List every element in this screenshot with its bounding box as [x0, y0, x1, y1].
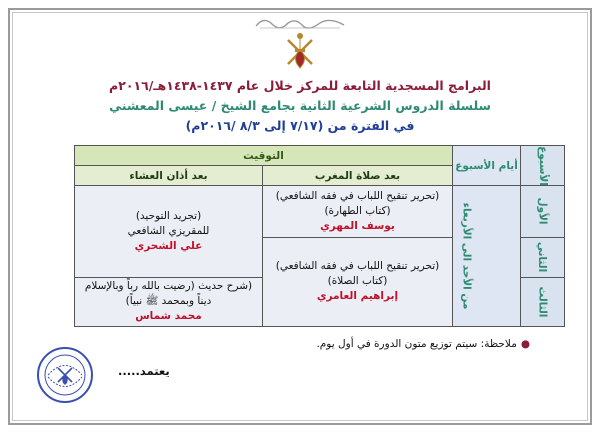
lesson-isha-2: (شرح حديث (رضيت بالله رباً وبالإسلام ديناً وبمحمد ﷺ نبياً) محمد شماس [75, 277, 263, 326]
period-line: في الفترة من (٧/١٧ إلى ٨/٣ /٢٠١٦م) [185, 118, 415, 133]
week-1: الأول [521, 186, 565, 237]
lesson-maghrib-2: (تحرير تنقيح اللباب في فقه الشافعي) (كتاب الصلاة) إبراهيم العامري [263, 237, 453, 326]
signature-line: يعتمد..... [118, 364, 170, 378]
teacher-name: علي الشحري [134, 240, 203, 253]
schedule-table [74, 145, 565, 327]
official-stamp-icon [36, 346, 94, 404]
maghrib-header: بعد صلاة المغرب [263, 166, 453, 186]
oman-khanjar-emblem-icon [280, 30, 320, 74]
bullet-icon: ● [520, 338, 530, 350]
teacher-name: إبراهيم العامري [316, 290, 399, 303]
teacher-name: محمد شماس [135, 310, 202, 323]
teacher-name: يوسف المهري [320, 219, 395, 232]
programs-title: البرامج المسجدية التابعة للمركز خلال عام ١٤٣٧-١٤٣٨هـ/٢٠١٦م [109, 78, 491, 93]
isha-header: بعد أذان العشاء [75, 166, 263, 186]
days-value: من الأحد الى الأربعاء [453, 186, 521, 327]
lesson-maghrib-1: (تحرير تنقيح اللباب في فقه الشافعي) (كتاب الطهارة) يوسف المهري [263, 186, 453, 237]
note: ●ملاحظة: سيتم توزيع متون الدورة في أول يوم. [316, 338, 530, 350]
week-3: الثالث [521, 277, 565, 326]
series-subtitle: سلسلة الدروس الشرعية الثانية بجامع الشيخ / عيسى المعشني [109, 98, 491, 113]
week-header: الأسبوع [521, 146, 565, 186]
lesson-isha-1: (تجريد التوحيد) للمقريزي الشافعي علي الشحري [75, 186, 263, 278]
timing-header: التوقيت [75, 146, 453, 166]
days-header: أيام الأسبوع [453, 146, 521, 186]
week-2: الثاني [521, 237, 565, 277]
